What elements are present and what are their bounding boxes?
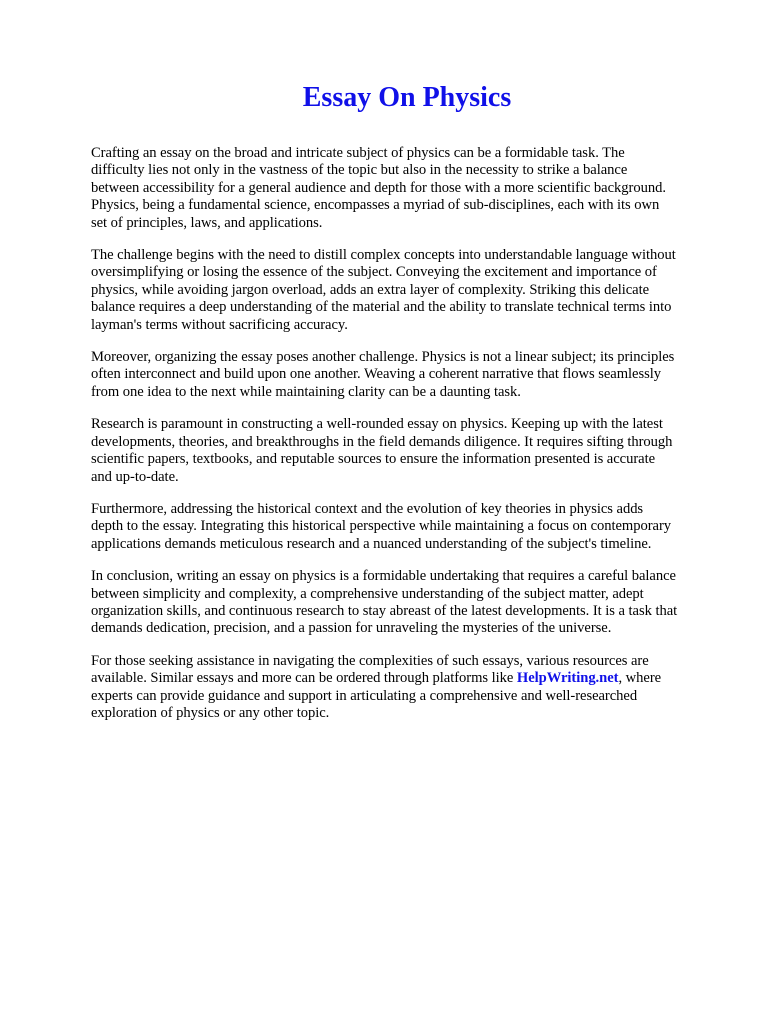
text-line: Crafting an essay on the broad and intricate subject of physics can be a formidable task. The: [91, 145, 625, 161]
text-line: from one idea to the next while maintaining clarity can be a daunting task.: [91, 383, 521, 400]
text-line: Research is paramount in constructing a well-rounded essay on physics. Keeping up with the latest: [91, 416, 663, 433]
text-line: experts can provide guidance and support in articulating a comprehensive and well-researched: [91, 687, 638, 704]
text-line: The challenge begins with the need to distill complex concepts into understandable language without: [91, 247, 676, 264]
text-line: organization skills, and continuous research to stay abreast of the latest developments. It is a task that: [91, 602, 678, 619]
page-title: Essay On Physics: [302, 82, 512, 113]
text-line: scientific papers, textbooks, and reputable sources to ensure the information presented is accurate: [91, 451, 656, 468]
text-line: depth to the essay. Integrating this historical perspective while maintaining a focus on contemporary: [91, 518, 672, 535]
text-line: between accessibility for a general audience and depth for those with a more scientific background.: [91, 179, 666, 196]
text-line: layman's terms without sacrificing accuracy.: [91, 316, 348, 333]
paragraph-5: [91, 501, 731, 553]
text-line-with-link: [91, 670, 731, 687]
text-line: and up-to-date.: [91, 468, 179, 485]
text-line: physics, while avoiding jargon overload, adds an extra layer of complexity. Striking this delicate: [91, 281, 650, 298]
paragraph-7: [91, 653, 731, 723]
paragraph-6: [91, 568, 731, 638]
text-line: Furthermore, addressing the historical context and the evolution of key theories in physics adds: [91, 500, 644, 517]
text-line: applications demands meticulous research and a nuanced understanding of the subject's timeline.: [91, 535, 652, 552]
text-line: oversimplifying or losing the essence of the subject. Conveying the excitement and importance of: [91, 264, 657, 281]
text-line: In conclusion, writing an essay on physics is a formidable undertaking that requires a careful balance: [91, 568, 676, 585]
text-line: Moreover, organizing the essay poses another challenge. Physics is not a linear subject; its principles: [91, 349, 675, 366]
text-segment: , where: [618, 670, 662, 687]
paragraph-2: [91, 247, 731, 334]
paragraph-3: [91, 349, 731, 401]
text-line: exploration of physics or any other topic.: [91, 704, 330, 721]
essay-body: [91, 145, 731, 737]
text-line: demands dedication, precision, and a passion for unraveling the mysteries of the universe.: [91, 620, 612, 637]
text-line: balance requires a deep understanding of the material and the ability to translate technical terms into: [91, 299, 672, 316]
text-segment: available. Similar essays and more can be ordered through platforms like: [91, 670, 517, 687]
paragraph-4: [91, 416, 731, 486]
text-line: developments, theories, and breakthroughs in the field demands diligence. It requires sifting through: [91, 433, 673, 450]
text-line: For those seeking assistance in navigating the complexities of such essays, various resources are: [91, 652, 649, 669]
paragraph-1: [91, 145, 731, 232]
text-line: between simplicity and complexity, a comprehensive understanding of the subject matter, adept: [91, 585, 644, 602]
text-line: set of principles, laws, and applications.: [91, 214, 323, 231]
text-line: difficulty lies not only in the vastness of the topic but also in the necessity to strike a balance: [91, 162, 628, 179]
text-line: Physics, being a fundamental science, encompasses a myriad of sub-disciplines, each with its own: [91, 197, 660, 214]
text-line: often interconnect and build upon one another. Weaving a coherent narrative that flows seamlessly: [91, 366, 661, 383]
helpwriting-link[interactable]: HelpWriting.net: [516, 670, 619, 687]
